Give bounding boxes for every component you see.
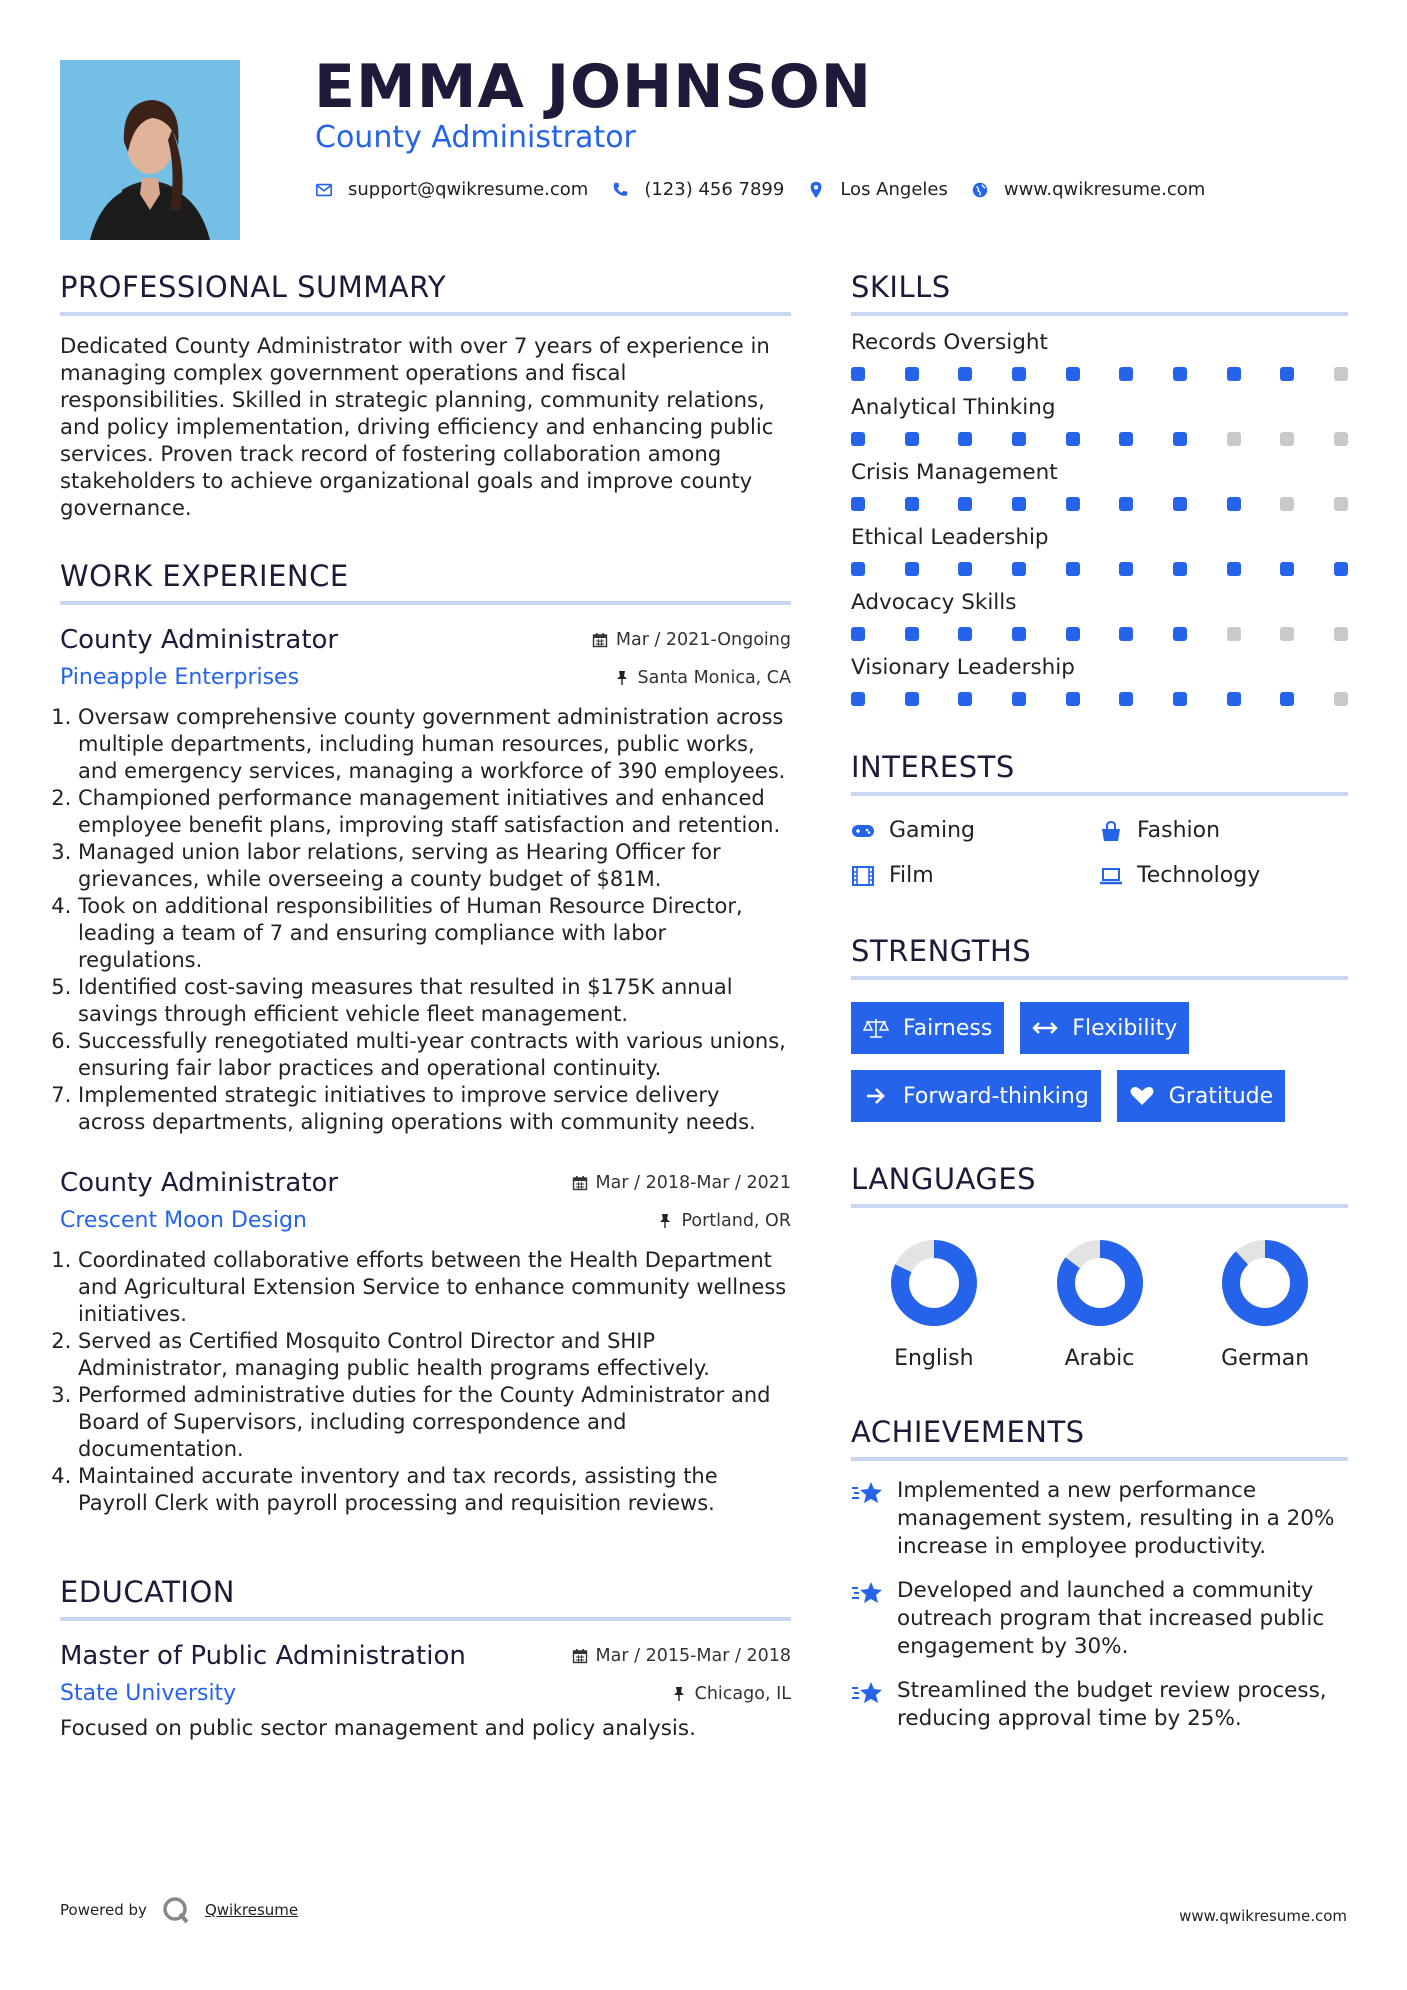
section-divider <box>60 601 791 605</box>
achievements-heading: ACHIEVEMENTS <box>851 1415 1085 1449</box>
skill-dot-filled <box>1227 692 1241 706</box>
shopping-bag-icon <box>1099 820 1123 842</box>
strengths-list <box>851 1002 1348 1122</box>
skill-dot-filled <box>1280 367 1294 381</box>
skill-dot-filled <box>1012 627 1026 641</box>
section-divider <box>60 1617 791 1621</box>
language-name: Arabic <box>1064 1346 1135 1371</box>
job-location-text: Portland, OR <box>681 1210 791 1231</box>
job-bullet: 1. Coordinated collaborative efforts between the Health Department and Agricultural Extension Service to enhance community wellness initiatives. <box>78 1247 791 1328</box>
pushpin-icon <box>614 670 630 686</box>
pushpin-icon <box>657 1213 673 1229</box>
job-bullet: 2. Championed performance management initiatives and enhanced employee benefit plans, improving staff satisfaction and retention. <box>78 785 791 839</box>
skill-dot-filled <box>1012 692 1026 706</box>
skill-dot-empty <box>1227 432 1241 446</box>
skill-dot-filled <box>851 497 865 511</box>
contact-phone[interactable] <box>610 179 784 200</box>
skill-dot-filled <box>851 562 865 576</box>
skill-rating <box>851 367 1348 381</box>
language-donut <box>1055 1238 1145 1328</box>
achievement-item <box>851 1577 1348 1661</box>
contact-bar <box>314 179 1227 200</box>
skill-dot-filled <box>1227 562 1241 576</box>
education-subheader <box>60 1681 791 1706</box>
strength-label: Gratitude <box>1168 1083 1274 1109</box>
envelope-icon <box>314 180 334 200</box>
skill-item <box>851 655 1348 706</box>
skill-dot-filled <box>1173 432 1187 446</box>
education-heading: EDUCATION <box>60 1575 236 1609</box>
interest-item <box>851 818 1099 843</box>
section-divider <box>851 312 1348 316</box>
skill-dot-filled <box>1066 497 1080 511</box>
skill-rating <box>851 692 1348 706</box>
strength-label: Flexibility <box>1072 1015 1178 1041</box>
arrows-horizontal-icon <box>1032 1017 1058 1039</box>
left-column <box>60 270 791 1741</box>
interests-section <box>851 750 1348 888</box>
arrow-right-icon <box>863 1085 889 1107</box>
interest-item <box>1099 863 1347 888</box>
laptop-icon <box>1099 865 1123 887</box>
skill-name: Advocacy Skills <box>851 590 1017 615</box>
skill-dot-filled <box>1119 367 1133 381</box>
job-location <box>657 1211 791 1231</box>
education-header <box>60 1641 791 1671</box>
experience-section <box>60 559 791 1517</box>
skill-dot-filled <box>1119 497 1133 511</box>
section-divider <box>851 1457 1348 1461</box>
skill-dot-empty <box>1334 432 1348 446</box>
job-subheader <box>60 665 791 690</box>
skill-name: Visionary Leadership <box>851 655 1075 680</box>
skill-dot-empty <box>1334 692 1348 706</box>
achievement-item <box>851 1677 1348 1733</box>
job-bullet: 6. Successfully renegotiated multi-year contracts with various unions, ensuring fair labor practices and operational continuity. <box>78 1028 791 1082</box>
job-bullet: 5. Identified cost-saving measures that resulted in $175K annual savings through efficient vehicle fleet management. <box>78 974 791 1028</box>
language-item <box>851 1238 1017 1371</box>
skill-dot-filled <box>958 497 972 511</box>
strength-tag <box>1020 1002 1189 1054</box>
shooting-star-icon <box>851 1479 883 1507</box>
section-divider <box>851 792 1348 796</box>
profile-photo-illustration <box>60 60 240 240</box>
summary-section <box>60 270 791 521</box>
strength-tag <box>1117 1070 1285 1122</box>
education-section <box>60 1575 791 1741</box>
skill-dot-filled <box>1227 497 1241 511</box>
skill-dot-filled <box>905 497 919 511</box>
skill-dot-filled <box>1173 627 1187 641</box>
contact-website[interactable] <box>970 179 1205 200</box>
skill-dot-filled <box>1334 562 1348 576</box>
skill-dot-filled <box>1012 497 1026 511</box>
shooting-star-icon <box>851 1679 883 1707</box>
job-bullet: 1. Oversaw comprehensive county government administration across multiple departments, including human resources, public works, and emergency services, managing a workforce of 390 employees. <box>78 704 791 785</box>
skill-dot-filled <box>1119 432 1133 446</box>
language-item <box>1182 1238 1348 1371</box>
job-location <box>614 668 792 688</box>
skill-dot-filled <box>1173 497 1187 511</box>
skill-dot-filled <box>1119 692 1133 706</box>
skill-dot-filled <box>1119 627 1133 641</box>
job-bullet: 7. Implemented strategic initiatives to improve service delivery across departments, aligning operations with community needs. <box>78 1082 791 1136</box>
interest-label: Technology <box>1137 863 1261 888</box>
strengths-section <box>851 934 1348 1122</box>
job-header <box>60 625 791 655</box>
job-bullet: 3. Performed administrative duties for the County Administrator and Board of Supervisors, including correspondence and documentation. <box>78 1382 791 1463</box>
job-subheader <box>60 1208 791 1233</box>
education-school: State University <box>60 1681 237 1706</box>
summary-text: Dedicated County Administrator with over 7 years of experience in managing complex government operations and fiscal responsibilities. Skilled in strategic planning, community relations, and policy implementation, driving efficiency and enhancing public services. Proven track record of fostering collaboration among stakeholders to achieve organizational goals and improve county governance. <box>60 333 774 520</box>
skill-item <box>851 460 1348 511</box>
footer-powered-by <box>60 1895 298 1925</box>
job-entry <box>60 625 791 1136</box>
interest-item <box>1099 818 1347 843</box>
skill-rating <box>851 627 1348 641</box>
skill-rating <box>851 497 1348 511</box>
skill-dot-filled <box>1173 692 1187 706</box>
skill-dot-filled <box>851 692 865 706</box>
language-item <box>1017 1238 1183 1371</box>
skill-dot-filled <box>1227 367 1241 381</box>
job-bullet: 2. Served as Certified Mosquito Control Director and SHIP Administrator, managing public health programs effectively. <box>78 1328 791 1382</box>
skill-item <box>851 330 1348 381</box>
language-donut <box>889 1238 979 1328</box>
skill-dot-filled <box>958 692 972 706</box>
contact-email[interactable] <box>314 179 588 200</box>
powered-by-label: Powered by <box>60 1901 147 1919</box>
skill-dot-empty <box>1280 497 1294 511</box>
candidate-name: EMMA JOHNSON <box>314 52 872 122</box>
job-bullet: 3. Managed union labor relations, serving as Hearing Officer for grievances, while overseeing a county budget of $81M. <box>78 839 791 893</box>
job-bullet: 4. Maintained accurate inventory and tax records, assisting the Payroll Clerk with payroll processing and requisition reviews. <box>78 1463 791 1517</box>
education-dates-text: Mar / 2015-Mar / 2018 <box>595 1646 791 1666</box>
education-location-text: Chicago, IL <box>694 1683 791 1704</box>
job-bullet: 4. Took on additional responsibilities of Human Resource Director, leading a team of 7 and ensuring compliance with labor regulations. <box>78 893 791 974</box>
job-dates-text: Mar / 2018-Mar / 2021 <box>595 1173 791 1193</box>
skill-dot-filled <box>1012 432 1026 446</box>
languages-section <box>851 1162 1348 1371</box>
languages-heading: LANGUAGES <box>851 1162 1037 1196</box>
skills-list <box>851 330 1348 706</box>
pushpin-icon <box>671 1686 687 1702</box>
footer-website[interactable]: www.qwikresume.com <box>1179 1907 1347 1925</box>
interests-heading: INTERESTS <box>851 750 1015 784</box>
skill-rating <box>851 432 1348 446</box>
interest-label: Fashion <box>1137 818 1221 843</box>
job-company: Pineapple Enterprises <box>60 665 300 690</box>
strength-tag <box>851 1002 1004 1054</box>
interest-label: Gaming <box>889 818 975 843</box>
skill-dot-empty <box>1334 367 1348 381</box>
qwikresume-logo-icon <box>161 1895 191 1925</box>
calendar-icon <box>572 1648 588 1664</box>
skill-dot-filled <box>905 432 919 446</box>
section-divider <box>851 1204 1348 1208</box>
skill-name: Ethical Leadership <box>851 525 1049 550</box>
job-bullets <box>60 704 791 1136</box>
skill-dot-filled <box>1066 692 1080 706</box>
summary-heading: PROFESSIONAL SUMMARY <box>60 270 447 304</box>
skill-dot-filled <box>905 367 919 381</box>
job-header <box>60 1168 791 1198</box>
job-dates <box>572 1173 791 1193</box>
achievement-item <box>851 1477 1348 1561</box>
skill-dot-filled <box>1280 562 1294 576</box>
interests-list <box>851 818 1348 888</box>
language-donut <box>1220 1238 1310 1328</box>
education-entry <box>60 1641 791 1741</box>
skill-dot-filled <box>1119 562 1133 576</box>
skill-name: Records Oversight <box>851 330 1048 355</box>
job-bullets <box>60 1247 791 1517</box>
achievements-list <box>851 1477 1348 1733</box>
heart-icon <box>1129 1085 1155 1107</box>
map-pin-icon <box>806 180 826 200</box>
shooting-star-icon <box>851 1579 883 1607</box>
skill-dot-filled <box>1280 692 1294 706</box>
skill-item <box>851 590 1348 641</box>
skill-dot-filled <box>905 562 919 576</box>
section-divider <box>851 976 1348 980</box>
skill-dot-empty <box>1334 627 1348 641</box>
skill-dot-filled <box>958 432 972 446</box>
achievement-text: Streamlined the budget review process, reducing approval time by 25%. <box>897 1678 1327 1731</box>
film-icon <box>851 865 875 887</box>
skill-dot-filled <box>1066 627 1080 641</box>
skill-item <box>851 525 1348 576</box>
skills-heading: SKILLS <box>851 270 951 304</box>
skill-dot-empty <box>1334 497 1348 511</box>
contact-phone-text: (123) 456 7899 <box>644 179 785 200</box>
contact-location-text: Los Angeles <box>840 179 948 200</box>
job-dates-text: Mar / 2021-Ongoing <box>615 630 791 650</box>
skill-dot-empty <box>1227 627 1241 641</box>
language-name: English <box>894 1346 974 1371</box>
job-dates <box>592 630 791 650</box>
education-location <box>671 1684 791 1704</box>
strengths-heading: STRENGTHS <box>851 934 1032 968</box>
skill-dot-filled <box>958 367 972 381</box>
right-column <box>851 270 1348 1733</box>
skill-dot-filled <box>1066 562 1080 576</box>
achievement-text: Implemented a new performance management system, resulting in a 20% increase in employee productivity. <box>897 1478 1335 1559</box>
skill-name: Crisis Management <box>851 460 1058 485</box>
achievements-section <box>851 1415 1348 1733</box>
strength-tag <box>851 1070 1101 1122</box>
skill-dot-filled <box>851 367 865 381</box>
contact-email-text: support@qwikresume.com <box>348 179 589 200</box>
skill-dot-filled <box>1066 367 1080 381</box>
skill-name: Analytical Thinking <box>851 395 1056 420</box>
phone-icon <box>610 180 630 200</box>
skill-dot-empty <box>1280 627 1294 641</box>
profile-photo <box>60 60 240 240</box>
qwikresume-link[interactable]: Qwikresume <box>204 1901 299 1919</box>
skill-dot-filled <box>905 692 919 706</box>
languages-list <box>851 1238 1348 1371</box>
balance-scale-icon <box>863 1017 889 1039</box>
skills-section <box>851 270 1348 706</box>
language-donut-fill <box>1231 1249 1299 1317</box>
job-title: County Administrator <box>60 1168 339 1198</box>
skill-rating <box>851 562 1348 576</box>
skill-dot-filled <box>851 432 865 446</box>
skill-dot-filled <box>1173 562 1187 576</box>
experience-heading: WORK EXPERIENCE <box>60 559 349 593</box>
interest-item <box>851 863 1099 888</box>
globe-icon <box>970 180 990 200</box>
education-dates <box>572 1646 791 1666</box>
education-description: Focused on public sector management and policy analysis. <box>60 1716 696 1741</box>
education-degree: Master of Public Administration <box>60 1641 466 1671</box>
interest-label: Film <box>889 863 934 888</box>
achievement-text: Developed and launched a community outreach program that increased public engagement by 30%. <box>897 1578 1325 1659</box>
language-name: German <box>1221 1346 1310 1371</box>
contact-location <box>806 179 948 200</box>
section-divider <box>60 312 791 316</box>
skill-dot-filled <box>958 562 972 576</box>
skill-dot-filled <box>958 627 972 641</box>
contact-website-text: www.qwikresume.com <box>1003 179 1206 200</box>
candidate-title: County Administrator <box>315 120 636 155</box>
job-entry <box>60 1168 791 1517</box>
job-company: Crescent Moon Design <box>60 1208 307 1233</box>
calendar-icon <box>592 632 608 648</box>
skill-dot-filled <box>1012 562 1026 576</box>
gamepad-icon <box>851 820 875 842</box>
job-title: County Administrator <box>60 625 339 655</box>
skill-dot-filled <box>851 627 865 641</box>
skill-dot-empty <box>1280 432 1294 446</box>
calendar-icon <box>572 1175 588 1191</box>
skill-item <box>851 395 1348 446</box>
skill-dot-filled <box>1012 367 1026 381</box>
skill-dot-filled <box>905 627 919 641</box>
skill-dot-filled <box>1173 367 1187 381</box>
strength-label: Fairness <box>903 1015 993 1041</box>
skill-dot-filled <box>1066 432 1080 446</box>
strength-label: Forward-thinking <box>903 1083 1089 1109</box>
job-location-text: Santa Monica, CA <box>637 667 791 688</box>
